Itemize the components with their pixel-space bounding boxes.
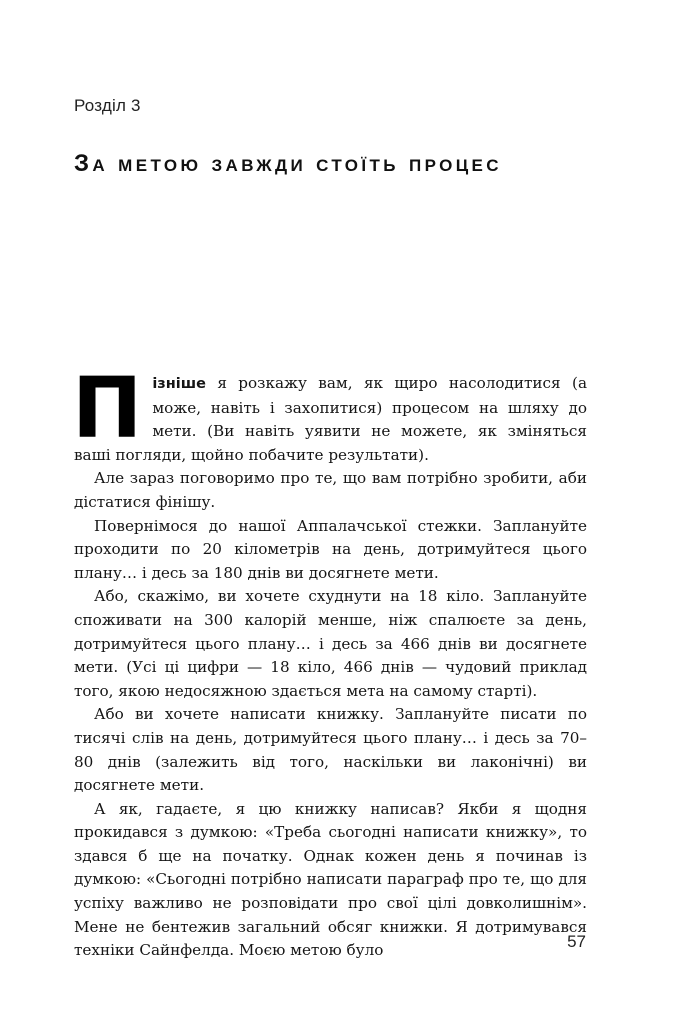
paragraph-6: А як, гадаєте, я цю книжку написав? Якби я щодня прокидався з думкою: «Треба сьогодні написати книжку», то здався б ще на початку. Однак кожен день я починав із думкою: «Сьогодні потрібно написати параграф про те, що для успіху важливо не розповідати про свої цілі довколишнім». Мене не бентежив загальний обсяг книжки. Я дотримувався техніки Сайнфелда. Моєю метою було [74,799,587,960]
drop-cap: П [72,359,143,457]
paragraph-3: Повернімося до нашої Аппалачської стежки. Заплануйте проходити по 20 кілометрів на день, дотримуйтеся цього плану… і десь за 180 днів ви досягнете мети. [74,516,587,582]
body-text [72,359,587,963]
lead-word: ізніше [152,376,206,392]
page-number: 57 [567,932,586,951]
paragraph-5: Або ви хочете написати книжку. Заплануйте писати по тисячі слів на день, дотримуйтеся цього плану… і десь за 70–80 днів (залежить від того, наскільки ви лаконічні) ви досягнете мети. [74,705,587,795]
chapter-label: Розділ 3 [74,96,141,115]
paragraph-2: Але зараз поговоримо про те, що вам потрібно зробити, аби дістатися фінішу. [74,469,587,511]
paragraph-1 [72,359,587,467]
chapter-title: За метою завжди стоїть процес [74,150,502,177]
paragraph-4: Або, скажімо, ви хочете схуднути на 18 кіло. Заплануйте споживати на 300 калорій менше, ніж спалюєте за день, дотримуйтеся цього плану… і десь за 466 днів ви досягнете мети. (Усі ці цифри — 18 кіло, 466 днів — чудовий приклад того, якою недосяжною здається мета на самому старті). [74,587,587,700]
paragraph-1-text: я розкажу вам, як щиро насолодитися (а може, навіть і захопитися) процесом на шляху до мети. (Ви навіть уявити не можете, як зміняться ваші погляди, щойно побачите результати). [74,374,587,464]
